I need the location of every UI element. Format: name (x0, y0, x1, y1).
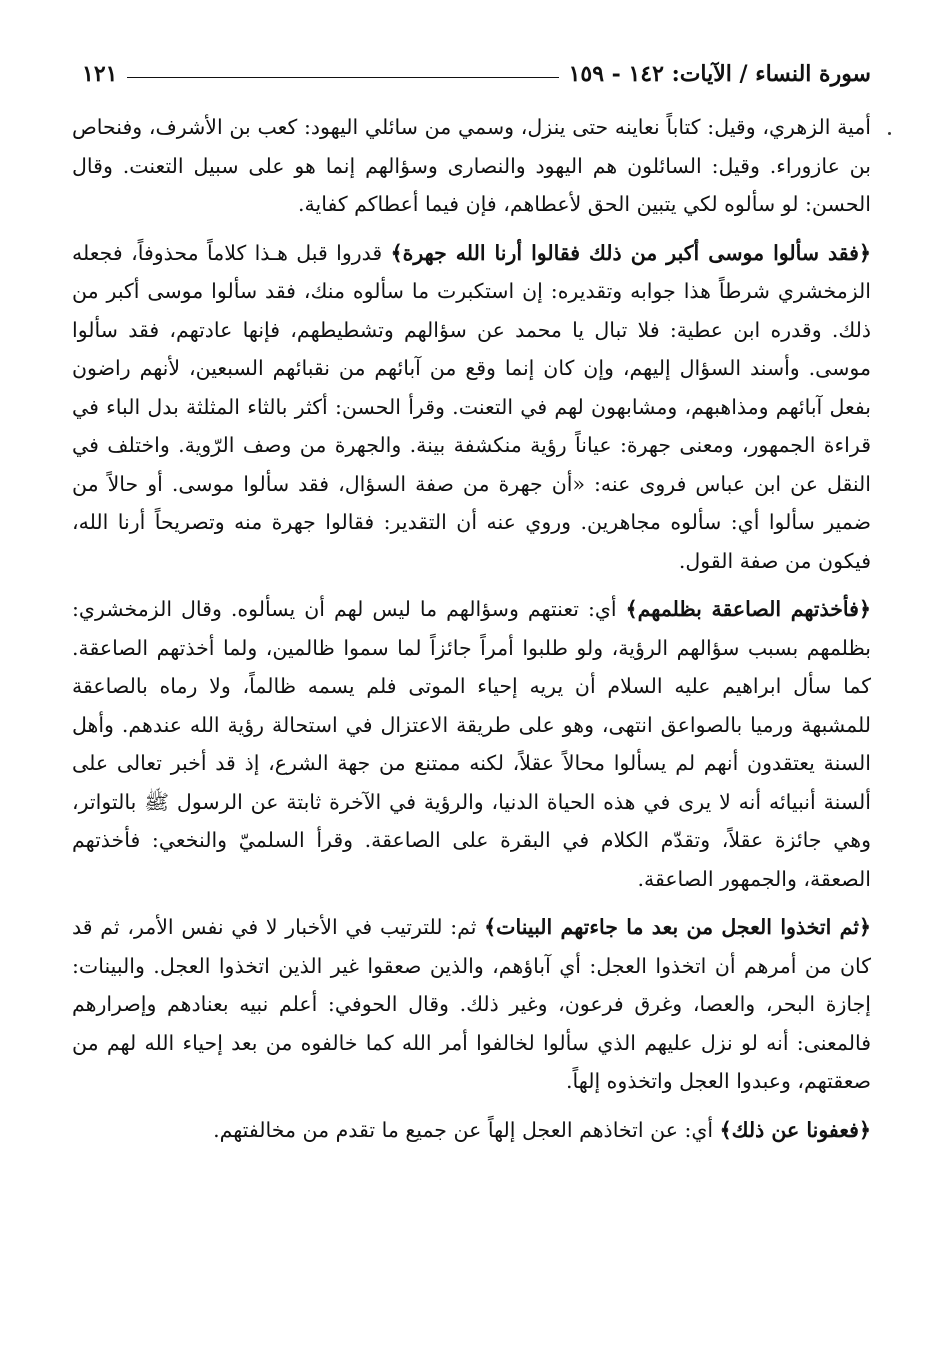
header-divider (127, 77, 558, 78)
paragraph-text: أي: عن اتخاذهم العجل إلهاً عن جميع ما تقدم من مخالفتهم. (213, 1117, 720, 1142)
paragraph-text: أي: تعنتهم وسؤالهم ما ليس لهم أن يسألوه. وقال الزمخشري: بظلمهم بسبب سؤالهم الرؤية، ولو طلبوا أمراً جائزاً لما سموا ظالمين، ولما أخذتهم الصاعقة. كما سأل ابراهيم عليه السلام أن يريه إحياء الموتى فلم يسمه ظالماً، ولا رماه بالصاعقة للمشبهة ورميا بالصواعق انتهى، وهو على طريقة الاعتزال في استحالة رؤية الله عندهم. وأهل السنة يعتقدون أنهم لم يسألوا محالاً عقلاً، لكنه ممتنع من جهة الشرع، إذ قد أخبر تعالى على ألسنة أنبيائه أنه لا يرى في هذه الحياة الدنيا، والرؤية في الآخرة ثابتة عن الرسول ﷺ بالتواتر، وهي جائزة عقلاً، وتقدّم الكلام في البقرة على الصاعقة. وقرأ السلميّ والنخعي: فأخذتهم الصعقة، والجمهور الصاعقة. (72, 597, 871, 891)
paragraph-text: ثم: للترتيب في الأخبار لا في نفس الأمر، ثم قد كان من أمرهم أن اتخذوا العجل: أي آباؤهم، والذين صعقوا غير الذين اتخذوا العجل. والبينات: إجازة البحر، والعصا، وغرق فرعون، وغير ذلك. وقال الحوفي: أعلم نبيه بعنادهم وإصرارهم فالمعنى: أنه لو نزل عليهم الذي سألوا لخالفوا أمر الله كما خالفوه من بعد إحياء الله لهم من صعقتهم، وعبدوا العجل واتخذوه إلهاً. (72, 915, 871, 1093)
paragraph (72, 590, 871, 898)
page-number: ١٢١ (82, 61, 118, 87)
margin-dot (888, 132, 891, 135)
paragraph (72, 108, 871, 224)
quran-verse: ﴿فأخذتهم الصاعقة بظلمهم﴾ (625, 597, 871, 621)
quran-verse: ﴿فعفونا عن ذلك﴾ (719, 1117, 871, 1142)
body-text (72, 108, 871, 1159)
paragraph (72, 234, 871, 581)
paragraph-text: قدروا قبل هـذا كلاماً محذوفاً، فجعله الزمخشري شرطاً هذا جوابه وتقديره: إن استكبرت ما سألوه منك، فقد سألوا موسى أكبر من ذلك. وقدره ابن عطية: فلا تبال يا محمد عن سؤالهم وتشطيطهم، فإنها عادتهم، فقد سألوا موسى. وأسند السؤال إليهم، وإن كان إنما وقع من آبائهم من نقبائهم السبعين، لأنهم راضون بفعل آبائهم ومذاهبهم، ومشابهون لهم في التعنت. وقرأ الحسن: أكثر بالثاء المثلثة بدل الباء في قراءة الجمهور، ومعنى جهرة: عياناً رؤية منكشفة بينة. والجهرة من وصف الرّوية. واختلف في النقل عن ابن عباس فروى عنه: «أن جهرة من صفة السؤال، فقد سألوا موسى. أو حالاً من ضمير سألوا أي: سألوه مجاهرين. وروي عنه أن التقدير: فقالوا جهرة منه وتصريحاً أرنا الله، فيكون من صفة القول. (72, 240, 871, 573)
quran-verse: ﴿فقد سألوا موسى أكبر من ذلك فقالوا أرنا الله جهرة﴾ (390, 240, 871, 265)
header-title: سورة النساء / الآيات: ١٤٢ - ١٥٩ (568, 61, 871, 87)
quran-verse: ﴿ثم اتخذوا العجل من بعد ما جاءتهم البينات﴾ (484, 915, 871, 939)
paragraph (72, 1111, 871, 1150)
running-header (82, 56, 871, 92)
paragraph-text: أمية الزهري، وقيل: كتاباً نعاينه حتى ينزل، وسمي من سائلي اليهود: كعب بن الأشرف، وفنحاص بن عازوراء. وقيل: السائلون هم اليهود والنصارى وسؤالهم إنما هو على سبيل التعنت. وقال الحسن: لو سألوه لكي يتبين الحق لأعطاهم، فإن فيما أعطاكم كفاية. (72, 115, 871, 216)
paragraph (72, 908, 871, 1101)
